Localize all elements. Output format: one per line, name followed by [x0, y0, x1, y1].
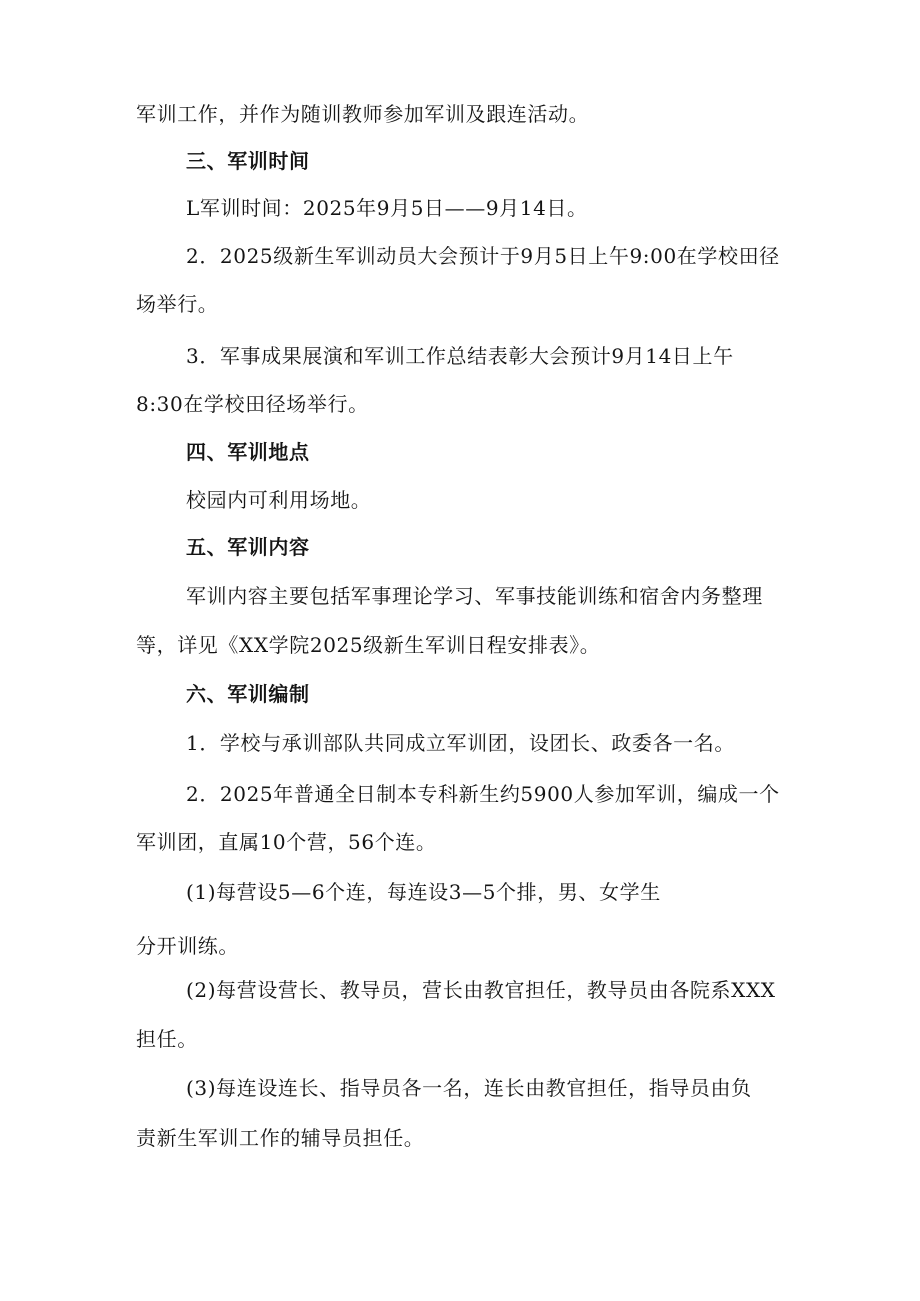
list-item-continuation: 8:30在学校田径场举行。: [136, 392, 369, 416]
sub-item-continuation: 分开训练。: [136, 934, 239, 958]
section-heading-training-location: 四、军训地点: [186, 440, 310, 464]
list-item-mobilization-meeting: 2．2025级新生军训动员大会预计于9月5日上午9:00在学校田径: [186, 244, 780, 268]
section-heading-training-time: 三、军训时间: [186, 149, 310, 173]
sub-item-battalion-staff: (2)每营设营长、教导员，营长由教官担任，教导员由各院系XXX: [186, 978, 776, 1002]
list-item-closing-ceremony: 3．军事成果展演和军训工作总结表彰大会预计9月14日上午: [186, 344, 734, 368]
sub-item-company-staff: (3)每连设连长、指导员各一名，连长由教官担任，指导员由负: [186, 1076, 752, 1100]
paragraph-location: 校园内可利用场地。: [186, 488, 372, 512]
list-item-continuation: 军训团，直属10个营，56个连。: [136, 830, 437, 854]
paragraph-continuation: 军训工作，并作为随训教师参加军训及跟连活动。: [136, 102, 590, 126]
section-heading-training-content: 五、军训内容: [186, 535, 310, 559]
list-item-continuation: 场举行。: [136, 292, 219, 316]
paragraph-continuation: 等，详见《XX学院2025级新生军训日程安排表》。: [136, 633, 601, 657]
list-item-students: 2．2025年普通全日制本专科新生约5900人参加军训，编成一个: [186, 782, 780, 806]
sub-item-continuation: 担任。: [136, 1027, 198, 1051]
section-heading-training-organization: 六、军训编制: [186, 682, 310, 706]
list-item-training-dates: L军训时间：2025年9月5日——9月14日。: [186, 196, 588, 220]
list-item-regiment: 1．学校与承训部队共同成立军训团，设团长、政委各一名。: [186, 731, 735, 755]
paragraph-content: 军训内容主要包括军事理论学习、军事技能训练和宿舍内务整理: [186, 584, 763, 608]
sub-item-continuation: 责新生军训工作的辅导员担任。: [136, 1126, 425, 1150]
sub-item-companies: (1)每营设5—6个连，每连设3—5个排，男、女学生: [186, 880, 661, 904]
